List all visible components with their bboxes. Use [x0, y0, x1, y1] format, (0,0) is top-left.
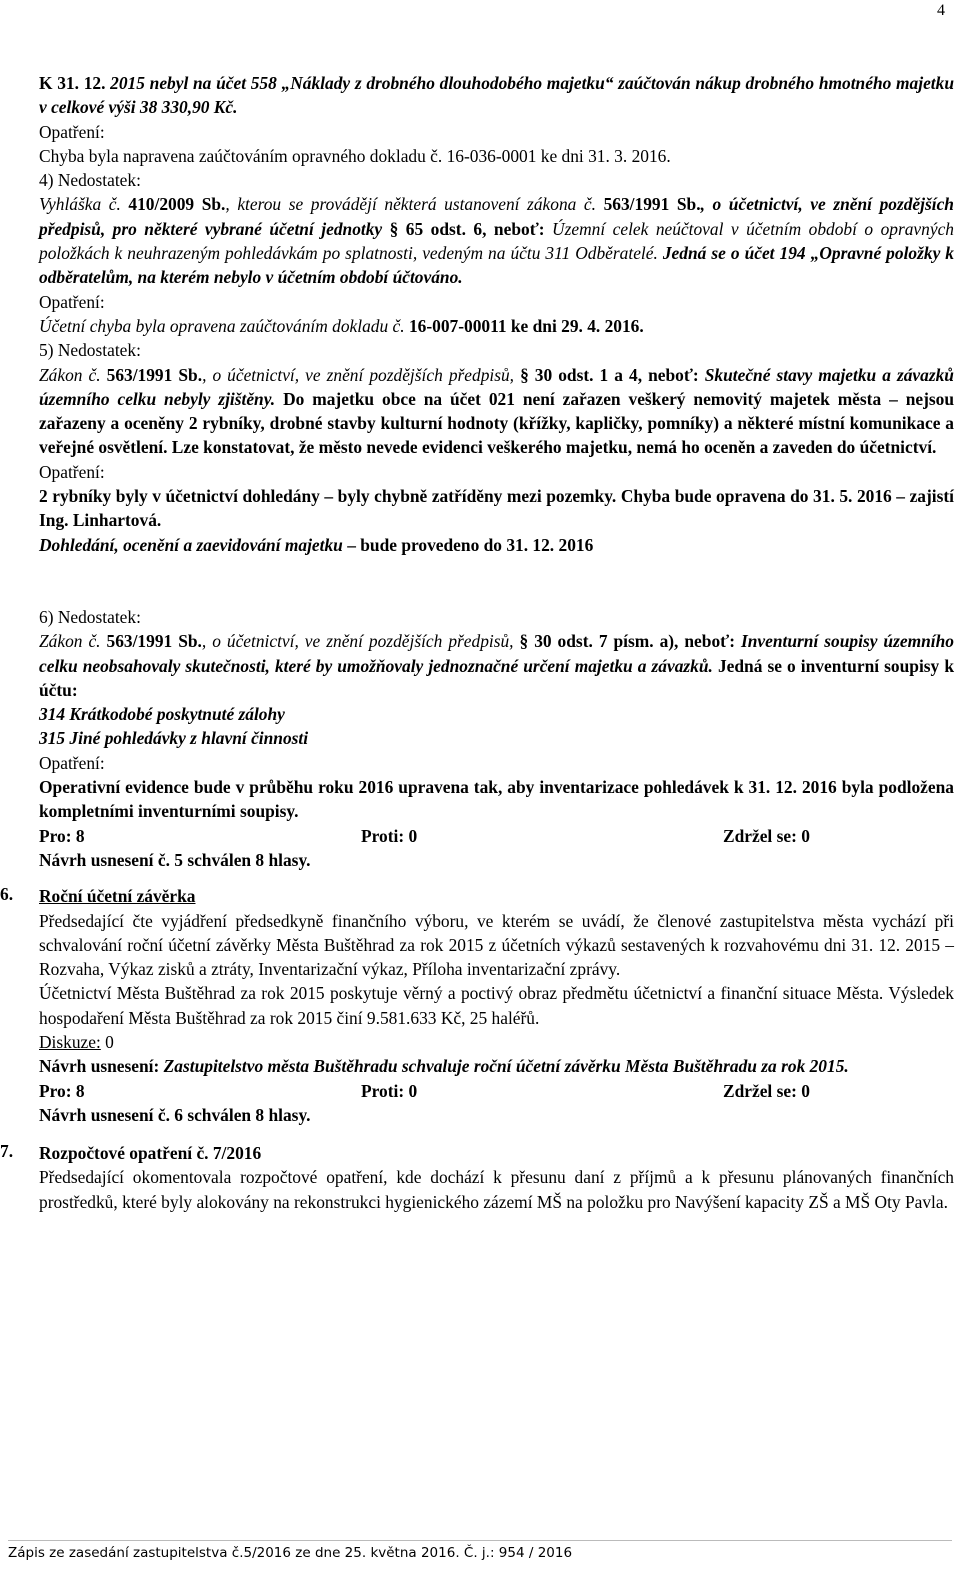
deficiency-6-text: Zákon č. 563/1991 Sb., o účetnictví, ve znění pozdějších předpisů, § 30 odst. 7 písm. a), neboť: Inventurní soupisy územního celku neobsahovaly skutečnosti, které by umožňovaly jednoznačné určení majetku a závazků. Jedná se o inventurní soupisy k účtu:: [39, 631, 954, 700]
deficiency-4-text: Vyhláška č. 410/2009 Sb., kterou se provádějí některá ustanovení zákona č. 563/1991 Sb., o účetnictví, ve znění pozdějších předpisů, pro některé vybrané účetní jednotky § 65 odst. 6, neboť: Územní celek neúčtoval v účetním období o opravných položkách k neuhrazeným pohledávkám po splatnosti, vedeným na účtu 311 Odběratelé. Jedná se o účet 194 „Opravné položky k odběratelům, na kterém nebylo v účetním období účtováno.: [39, 194, 955, 288]
votes-against: Proti: 0: [361, 825, 418, 846]
vote-results: [39, 1079, 954, 1103]
section-6: [0, 884, 954, 1127]
measure-label: Opatření:: [39, 752, 105, 773]
measure-text: Účetní chyba byla opravena zaúčtováním dokladu č. 16-007-00011 ke dni 29. 4. 2016.: [39, 315, 644, 336]
vote-results: [39, 824, 954, 848]
deficiency-6-heading: 6) Nedostatek:: [39, 606, 141, 627]
section-7: [0, 1141, 954, 1214]
section-paragraph: Předsedající okomentovala rozpočtové opatření, kde dochází k přesunu daní z příjmů a k přesunu plánovaných finančních prostředků, které byly alokovány na rekonstrukci hygienického zázemí MŠ na položku pro Navýšení kapacity ZŠ a MŠ Oty Pavla.: [39, 1167, 954, 1212]
measure-label: Opatření:: [39, 121, 105, 142]
votes-for: Pro: 8: [39, 825, 85, 846]
measure-label: Opatření:: [39, 291, 105, 312]
deficiency-5-heading: 5) Nedostatek:: [39, 340, 141, 361]
section-title: Roční účetní závěrka: [39, 886, 196, 907]
measure-text: Operativní evidence bude v průběhu roku 2016 upravena tak, aby inventarizace pohledávek k 31. 12. 2016 byla podložena kompletními inventurními soupisy.: [39, 777, 954, 822]
measure-text: Dohledání, ocenění a zaevidování majetku – bude provedeno do 31. 12. 2016: [39, 534, 594, 555]
deficiency-5-text: Zákon č. 563/1991 Sb., o účetnictví, ve znění pozdějších předpisů, § 30 odst. 1 a 4, neboť: Skutečné stavy majetku a závazků územního celku nebyly zjištěny. Do majetku obce na účet 021 není zařazen veškerý nemovitý majetek města – nejsou zařazeny a oceněny 2 rybníky, drobné stavby kulturní hodnoty (křížky, kapličky, pomníky) a některé místní komunikace a veřejné osvětlení. Lze konstatovat, že město nevede evidenci veškerého majetku, nemá ho oceněn a zaveden do účetnictví.: [39, 364, 955, 458]
date-text: K 31. 12.: [39, 73, 111, 93]
votes-abstain: Zdržel se: 0: [723, 1080, 810, 1101]
page-footer: Zápis ze zasedání zastupitelstva č.5/2016 ze dne 25. května 2016. Č. j.: 954 / 2016: [8, 1545, 573, 1561]
votes-abstain: Zdržel se: 0: [723, 825, 810, 846]
resolution-result: Návrh usnesení č. 6 schválen 8 hlasy.: [39, 1104, 311, 1125]
votes-against: Proti: 0: [361, 1080, 418, 1101]
footer-divider: [8, 1540, 952, 1541]
deficiency-4-heading: 4) Nedostatek:: [39, 170, 141, 191]
discussion: Diskuze: 0: [39, 1031, 114, 1052]
account-item: 315 Jiné pohledávky z hlavní činnosti: [39, 728, 309, 749]
votes-for: Pro: 8: [39, 1080, 85, 1101]
section-paragraph: Účetnictví Města Buštěhrad za rok 2015 poskytuje věrný a poctivý obraz předmětu účetnictví a finanční situace Města. Výsledek hospodaření Města Buštěhrad za rok 2015 činí 9.581.633 Kč, 25 haléřů.: [39, 983, 954, 1028]
document-body: [0, 71, 955, 1214]
section-number: 6.: [0, 884, 14, 905]
measure-label: Opatření:: [39, 461, 105, 482]
section-title: Rozpočtové opatření č. 7/2016: [39, 1143, 262, 1164]
finding-text: 2015 nebyl na účet 558 „Náklady z drobného dlouhodobého majetku“ zaúčtován nákup drobného hmotného majetku v celkové výši 38 330,90 Kč.: [39, 73, 954, 118]
page-number: 4: [937, 2, 945, 19]
measure-text: 2 rybníky byly v účetnictví dohledány – byly chybně zatříděny mezi pozemky. Chyba bude opravena do 31. 5. 2016 – zajistí Ing. Linhartová.: [39, 486, 954, 531]
measure-text: Chyba byla napravena zaúčtováním opravného dokladu č. 16-036-0001 ke dni 31. 3. 2016.: [39, 145, 671, 166]
section-paragraph: Předsedající čte vyjádření předsedkyně finančního výboru, ve kterém se uvádí, že členové zastupitelstva města vychází při schvalování roční účetní závěrky Města Buštěhrad za rok 2015 z účetních výkazů sestavených k rozvahovému dni 31. 12. 2015 – Rozvaha, Výkaz zisků a ztráty, Inventarizační výkaz, Příloha inventarizační zprávy.: [39, 910, 954, 980]
resolution-result: Návrh usnesení č. 5 schválen 8 hlasy.: [39, 849, 311, 870]
section-number: 7.: [0, 1141, 14, 1162]
paragraph-account-558: [39, 71, 954, 120]
resolution-proposal: Návrh usnesení: Zastupitelstvo města Buštěhradu schvaluje roční účetní závěrku Města Buštěhradu za rok 2015.: [39, 1056, 849, 1077]
account-item: 314 Krátkodobé poskytnuté zálohy: [39, 704, 285, 725]
